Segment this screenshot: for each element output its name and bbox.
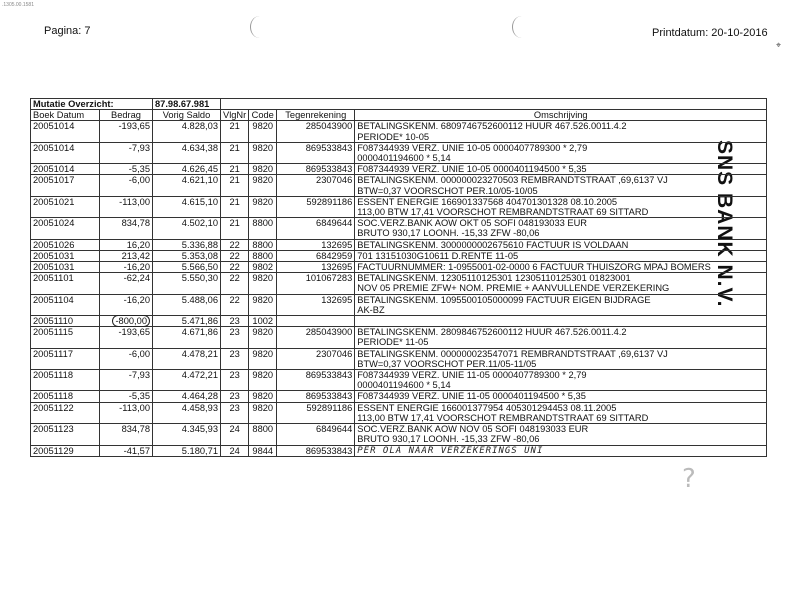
saldo-cell: 5.180,71 <box>153 445 221 456</box>
table-row <box>31 164 767 175</box>
description-cell <box>355 348 767 369</box>
description-line: BETALINGSKENM. 12305110125301 12305110125301 01823001 <box>357 273 631 284</box>
saldo-cell: 4.626,45 <box>153 164 221 175</box>
date-cell: 20051101 <box>31 273 100 294</box>
description-cell <box>355 196 767 217</box>
table-row <box>31 196 767 217</box>
saldo-cell: 5.353,08 <box>153 250 221 261</box>
table-row <box>31 121 767 142</box>
amount-cell <box>100 316 153 327</box>
vlgnr-cell: 21 <box>221 196 249 217</box>
header-row <box>31 110 767 121</box>
column-header: Vorig Saldo <box>153 110 221 121</box>
date-cell: 20051014 <box>31 121 100 142</box>
amount-cell: -5,35 <box>100 391 153 402</box>
column-header: Boek Datum <box>31 110 100 121</box>
tegenrekening-cell: 2307046 <box>277 175 355 196</box>
amount-cell: -16,20 <box>100 262 153 273</box>
table-row <box>31 294 767 315</box>
amount-cell: 16,20 <box>100 239 153 250</box>
vlgnr-cell: 22 <box>221 273 249 294</box>
code-cell: 9820 <box>249 175 277 196</box>
code-cell: 9820 <box>249 402 277 423</box>
vlgnr-cell: 22 <box>221 262 249 273</box>
description-line: NOV 05 PREMIE ZFW+ NOM. PREMIE + AANVULLENDE VERZEKERING <box>357 283 670 294</box>
description-cell <box>355 445 767 456</box>
description-line: BETALINGSKENM. 6809746752600112 HUUR 467.526.0011.4.2 <box>357 121 627 132</box>
tegenrekening-cell: 6849644 <box>277 218 355 239</box>
table-row <box>31 445 767 456</box>
table-row <box>31 402 767 423</box>
saldo-cell: 4.464,28 <box>153 391 221 402</box>
tegenrekening-cell: 869533843 <box>277 142 355 163</box>
code-cell: 8800 <box>249 424 277 445</box>
description-line <box>357 316 764 326</box>
tegenrekening-cell: 592891186 <box>277 402 355 423</box>
description-cell <box>355 391 767 402</box>
date-cell: 20051026 <box>31 239 100 250</box>
description-line: 0000401194600 * 5,14 <box>357 380 451 391</box>
amount-cell: 213,42 <box>100 250 153 261</box>
code-cell: 9820 <box>249 121 277 142</box>
code-cell: 8800 <box>249 250 277 261</box>
description-cell <box>355 218 767 239</box>
description-line: PERIODE* 10-05 <box>357 131 430 142</box>
description-line: SOC.VERZ.BANK AOW OKT 05 SOFI 048193033 EUR <box>357 218 588 229</box>
description-cell <box>355 316 767 327</box>
saldo-cell: 4.671,86 <box>153 327 221 348</box>
code-cell: 8800 <box>249 239 277 250</box>
handwritten-note: PER OLA NAAR VERZEKERINGS UNI <box>357 445 544 456</box>
description-cell <box>355 142 767 163</box>
vlgnr-cell: 21 <box>221 164 249 175</box>
amount-cell: -16,20 <box>100 294 153 315</box>
tegenrekening-cell: 101067283 <box>277 273 355 294</box>
title-row <box>31 99 767 110</box>
handwritten-question-mark: ? <box>682 464 696 494</box>
amount-cell: -193,65 <box>100 327 153 348</box>
date-cell: 20051118 <box>31 391 100 402</box>
saldo-cell: 4.828,03 <box>153 121 221 142</box>
description-line: BETALINGSKENM. 2809846752600112 HUUR 467.526.0011.4.2 <box>357 327 627 338</box>
description-cell <box>355 273 767 294</box>
table-row <box>31 250 767 261</box>
date-cell: 20051129 <box>31 445 100 456</box>
print-date: Printdatum: 20-10-2016 <box>652 27 768 39</box>
table-row <box>31 327 767 348</box>
description-line: F087344939 VERZ. UNIE 11-05 0000401194500 * 5,35 <box>357 391 586 402</box>
tegenrekening-cell: 132695 <box>277 239 355 250</box>
table-row <box>31 391 767 402</box>
description-cell <box>355 370 767 391</box>
description-line: BETALINGSKENM. 1095500105000099 FACTUUR EIGEN BIJDRAGE <box>357 294 651 305</box>
date-cell: 20051123 <box>31 424 100 445</box>
description-cell <box>355 250 767 261</box>
vlgnr-cell: 22 <box>221 294 249 315</box>
description-line: BTW=0,37 VOORSCHOT PER.10/05-10/05 <box>357 185 538 196</box>
date-cell: 20051110 <box>31 316 100 327</box>
table-row <box>31 218 767 239</box>
column-header: Code <box>249 110 277 121</box>
date-cell: 20051117 <box>31 348 100 369</box>
vlgnr-cell: 24 <box>221 445 249 456</box>
amount-cell: -6,00 <box>100 348 153 369</box>
date-cell: 20051014 <box>31 164 100 175</box>
amount-cell: 834,78 <box>100 218 153 239</box>
code-cell: 9820 <box>249 142 277 163</box>
title-spacer <box>221 99 767 110</box>
description-line: BETALINGSKENM. 3000000002675610 FACTUUR IS VOLDAAN <box>357 239 629 250</box>
amount-cell: -113,00 <box>100 402 153 423</box>
date-cell: 20051031 <box>31 250 100 261</box>
table-row <box>31 142 767 163</box>
punch-hole-mark <box>512 16 531 38</box>
amount-cell: -5,35 <box>100 164 153 175</box>
saldo-cell: 4.621,10 <box>153 175 221 196</box>
code-cell: 9844 <box>249 445 277 456</box>
account-number: 87.98.67.981 <box>153 99 221 110</box>
vlgnr-cell: 23 <box>221 402 249 423</box>
tegenrekening-cell: 285043900 <box>277 121 355 142</box>
description-line: F087344939 VERZ. UNIE 10-05 0000401194500 * 5,35 <box>357 164 587 175</box>
description-line: ESSENT ENERGIE 166001377954 405301294453 08.11.2005 <box>357 402 617 413</box>
table-row <box>31 348 767 369</box>
column-header: Tegenrekening <box>277 110 355 121</box>
punch-hole-mark <box>250 16 269 38</box>
date-cell: 20051115 <box>31 327 100 348</box>
table-row <box>31 175 767 196</box>
code-cell: 9820 <box>249 273 277 294</box>
date-cell: 20051104 <box>31 294 100 315</box>
vlgnr-cell: 23 <box>221 391 249 402</box>
description-line: PERIODE* 11-05 <box>357 337 429 348</box>
date-cell: 20051118 <box>31 370 100 391</box>
description-cell <box>355 424 767 445</box>
code-cell: 9820 <box>249 348 277 369</box>
description-cell <box>355 175 767 196</box>
saldo-cell: 4.478,21 <box>153 348 221 369</box>
saldo-cell: 4.615,10 <box>153 196 221 217</box>
amount-cell: -7,93 <box>100 370 153 391</box>
saldo-cell: 5.471,86 <box>153 316 221 327</box>
column-header: Bedrag <box>100 110 153 121</box>
circled-amount: -800,00 <box>112 315 150 327</box>
description-line: SOC.VERZ.BANK AOW NOV 05 SOFI 048193033 EUR <box>357 424 589 435</box>
tegenrekening-cell: 6842959 <box>277 250 355 261</box>
tegenrekening-cell: 592891186 <box>277 196 355 217</box>
vlgnr-cell: 22 <box>221 239 249 250</box>
tegenrekening-cell: 2307046 <box>277 348 355 369</box>
scan-mark: ⌖ <box>776 40 782 50</box>
description-cell <box>355 294 767 315</box>
title-label: Mutatie Overzicht: <box>31 99 153 110</box>
vlgnr-cell: 21 <box>221 175 249 196</box>
tegenrekening-cell: 869533843 <box>277 445 355 456</box>
amount-cell: 834,78 <box>100 424 153 445</box>
code-cell: 9820 <box>249 370 277 391</box>
table-row <box>31 239 767 250</box>
code-cell: 9820 <box>249 196 277 217</box>
saldo-cell: 4.458,93 <box>153 402 221 423</box>
description-line: 113,00 BTW 17,41 VOORSCHOT REMBRANDTSTRAAT 69 SITTARD <box>357 207 649 218</box>
table-row <box>31 370 767 391</box>
bank-name: SNS BANK N.V. <box>713 140 736 308</box>
description-line: FACTUURNUMMER: 1-0955001-02-0000 6 FACTUUR THUISZORG MPAJ BOMERS <box>357 262 711 273</box>
column-header: VlgNr <box>221 110 249 121</box>
code-cell: 1002 <box>249 316 277 327</box>
tegenrekening-cell: 869533843 <box>277 391 355 402</box>
date-cell: 20051017 <box>31 175 100 196</box>
saldo-cell: 4.502,10 <box>153 218 221 239</box>
vlgnr-cell: 21 <box>221 121 249 142</box>
code-cell: 9820 <box>249 391 277 402</box>
date-cell: 20051021 <box>31 196 100 217</box>
description-line: AK-BZ <box>357 304 385 315</box>
description-cell <box>355 327 767 348</box>
date-cell: 20051024 <box>31 218 100 239</box>
description-cell <box>355 239 767 250</box>
description-line: F087344939 VERZ. UNIE 11-05 0000407789300 * 2,79 <box>357 370 587 381</box>
saldo-cell: 5.550,30 <box>153 273 221 294</box>
saldo-cell: 4.472,21 <box>153 370 221 391</box>
tegenrekening-cell: 869533843 <box>277 370 355 391</box>
code-cell: 9802 <box>249 262 277 273</box>
tegenrekening-cell: 285043900 <box>277 327 355 348</box>
description-line: BRUTO 930,17 LOONH. -15,33 ZFW -80,06 <box>357 434 540 445</box>
date-cell: 20051031 <box>31 262 100 273</box>
saldo-cell: 5.566,50 <box>153 262 221 273</box>
scan-id: .1305.00.1581 <box>2 2 34 8</box>
tegenrekening-cell: 132695 <box>277 262 355 273</box>
table-row <box>31 273 767 294</box>
vlgnr-cell: 23 <box>221 316 249 327</box>
code-cell: 9820 <box>249 164 277 175</box>
saldo-cell: 5.488,06 <box>153 294 221 315</box>
amount-cell: -7,93 <box>100 142 153 163</box>
table-row <box>31 262 767 273</box>
mutation-table <box>30 98 767 457</box>
description-line: 0000401194600 * 5,14 <box>357 153 451 164</box>
saldo-cell: 5.336,88 <box>153 239 221 250</box>
code-cell: 9820 <box>249 294 277 315</box>
description-line: BETALINGSKENM. 000000023270503 REMBRANDTSTRAAT ,69,6137 VJ <box>357 175 668 186</box>
date-cell: 20051122 <box>31 402 100 423</box>
tegenrekening-cell: 132695 <box>277 294 355 315</box>
amount-cell: -193,65 <box>100 121 153 142</box>
amount-cell: -6,00 <box>100 175 153 196</box>
date-cell: 20051014 <box>31 142 100 163</box>
description-cell <box>355 121 767 142</box>
description-line: 701 13151030G10611 D.RENTE 11-05 <box>357 250 519 261</box>
vlgnr-cell: 21 <box>221 218 249 239</box>
tegenrekening-cell: 6849644 <box>277 424 355 445</box>
amount-cell: -41,57 <box>100 445 153 456</box>
table-row <box>31 316 767 327</box>
column-header: Omschrijving <box>355 110 767 121</box>
description-line: 113,00 BTW 17,41 VOORSCHOT REMBRANDTSTRAAT 69 SITTARD <box>357 412 649 423</box>
description-line: BETALINGSKENM. 000000023547071 REMBRANDTSTRAAT ,69,6137 VJ <box>357 348 668 359</box>
vlgnr-cell: 23 <box>221 327 249 348</box>
code-cell: 9820 <box>249 327 277 348</box>
description-line: BRUTO 930,17 LOONH. -15,33 ZFW -80,06 <box>357 228 540 239</box>
description-cell <box>355 164 767 175</box>
amount-cell: -62,24 <box>100 273 153 294</box>
description-cell <box>355 262 767 273</box>
vlgnr-cell: 22 <box>221 250 249 261</box>
code-cell: 8800 <box>249 218 277 239</box>
vlgnr-cell: 23 <box>221 348 249 369</box>
tegenrekening-cell: 869533843 <box>277 164 355 175</box>
description-line: BTW=0,37 VOORSCHOT PER.11/05-11/05 <box>357 358 537 369</box>
vlgnr-cell: 23 <box>221 370 249 391</box>
saldo-cell: 4.345,93 <box>153 424 221 445</box>
description-line: ESSENT ENERGIE 166901337568 404701301328 08.10.2005 <box>357 196 618 207</box>
tegenrekening-cell <box>277 316 355 327</box>
description-line: F087344939 VERZ. UNIE 10-05 0000407789300 * 2,79 <box>357 142 588 153</box>
table-row <box>31 424 767 445</box>
amount-cell: -113,00 <box>100 196 153 217</box>
page-number: Pagina: 7 <box>44 25 91 37</box>
vlgnr-cell: 21 <box>221 142 249 163</box>
vlgnr-cell: 24 <box>221 424 249 445</box>
description-cell <box>355 402 767 423</box>
saldo-cell: 4.634,38 <box>153 142 221 163</box>
